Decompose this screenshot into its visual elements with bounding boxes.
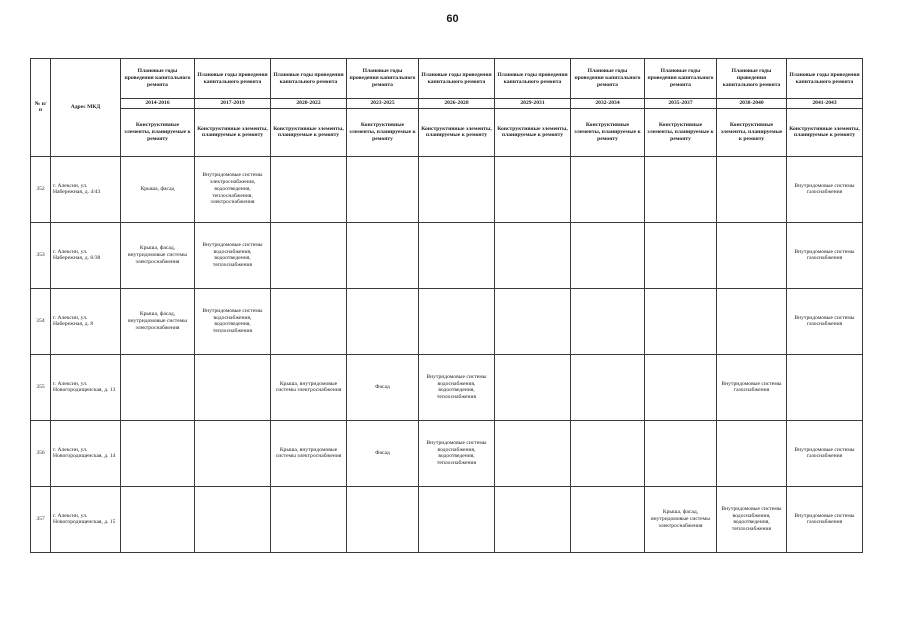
period-elements: Конструктивные элементы, планируемые к ремонту <box>571 108 645 156</box>
row-cell: Внутридомовые системы газоснабжения <box>717 354 787 420</box>
period-elements: Конструктивные элементы, планируемые к ремонту <box>645 108 717 156</box>
capital-repair-schedule-table <box>30 58 863 553</box>
row-cell: Крыша, внутридомовые системы электроснабжения <box>271 420 347 486</box>
row-cell <box>347 486 419 552</box>
period-years: 2023-2025 <box>347 99 419 109</box>
row-cell <box>645 222 717 288</box>
row-cell <box>495 156 571 222</box>
period-years: 2014-2016 <box>121 99 195 109</box>
period-title: Плановые годы проведения капитального ремонта <box>717 59 787 99</box>
period-years: 2020-2022 <box>271 99 347 109</box>
row-address: г. Алексин, ул. Новогородищенская, д. 14 <box>51 420 121 486</box>
period-elements: Конструктивные элементы, планируемые к ремонту <box>495 108 571 156</box>
page-number: 60 <box>446 13 459 25</box>
row-cell <box>271 288 347 354</box>
row-cell <box>495 420 571 486</box>
header-row-title <box>31 59 863 99</box>
period-title: Плановые годы проведения капитального ремонта <box>271 59 347 99</box>
row-address: г. Алексин, ул. Набережная, д. 8 <box>51 288 121 354</box>
row-cell <box>195 420 271 486</box>
row-cell <box>787 354 863 420</box>
row-cell <box>121 486 195 552</box>
row-cell <box>271 156 347 222</box>
period-years: 2029-2031 <box>495 99 571 109</box>
period-title: Плановые годы проведения капитального ремонта <box>571 59 645 99</box>
table-header <box>31 59 863 157</box>
period-title: Плановые годы проведения капитального ремонта <box>495 59 571 99</box>
row-cell <box>195 486 271 552</box>
row-cell: Внутридомовые системы электроснабжения, водоотведения, теплоснабжения, электроснабжения <box>195 156 271 222</box>
row-cell <box>121 420 195 486</box>
header-row-years <box>31 99 863 109</box>
row-cell <box>645 354 717 420</box>
row-cell: Крыша, фасад <box>121 156 195 222</box>
period-elements: Конструктивные элементы, планируемые к ремонту <box>195 108 271 156</box>
period-title: Плановые годы проведения капитального ремонта <box>121 59 195 99</box>
row-number: 355 <box>31 354 51 420</box>
row-cell <box>419 222 495 288</box>
row-address: г. Алексин, ул. Набережная, д. 4/43 <box>51 156 121 222</box>
period-elements: Конструктивные элементы, планируемые к ремонту <box>717 108 787 156</box>
row-number: 353 <box>31 222 51 288</box>
period-title: Плановые годы проведения капитального ремонта <box>195 59 271 99</box>
table-row <box>31 222 863 288</box>
row-cell: Фасад <box>347 420 419 486</box>
table-row <box>31 354 863 420</box>
row-cell: Внутридомовые системы газоснабжения <box>787 486 863 552</box>
row-cell <box>717 156 787 222</box>
table-row <box>31 156 863 222</box>
period-title: Плановые годы проведения капитального ремонта <box>347 59 419 99</box>
row-cell <box>419 486 495 552</box>
row-cell: Внутридомовые системы водоснабжения, водоотведения, теплоснабжения <box>419 420 495 486</box>
address-header: Адрес МКД <box>51 59 121 157</box>
row-cell: Крыша, фасад, внутридомовые системы электроснабжения <box>121 288 195 354</box>
table-body <box>31 156 863 552</box>
period-years: 2032-2034 <box>571 99 645 109</box>
row-cell: Крыша, фасад, внутридомовые системы электроснабжения <box>645 486 717 552</box>
row-cell: Крыша, фасад, внутридомовые системы электроснабжения <box>121 222 195 288</box>
row-number: 356 <box>31 420 51 486</box>
row-number: 357 <box>31 486 51 552</box>
row-cell <box>195 354 271 420</box>
num-header: № п/п <box>31 59 51 157</box>
row-cell <box>121 354 195 420</box>
row-cell <box>347 222 419 288</box>
row-cell <box>645 156 717 222</box>
row-cell: Внутридомовые системы газоснабжения <box>787 222 863 288</box>
row-cell <box>571 354 645 420</box>
header-row-elements <box>31 108 863 156</box>
row-cell: Крыша, внутридомовые системы электроснабжения <box>271 354 347 420</box>
row-cell: Внутридомовые системы водоснабжения, водоотведения, теплоснабжения <box>717 486 787 552</box>
period-years: 2017-2019 <box>195 99 271 109</box>
table-row <box>31 288 863 354</box>
row-number: 352 <box>31 156 51 222</box>
row-address: г. Алексин, ул. Новогородищенская, д. 13 <box>51 354 121 420</box>
row-cell <box>571 156 645 222</box>
row-address: г. Алексин, ул. Набережная, д. 6/38 <box>51 222 121 288</box>
row-cell <box>419 288 495 354</box>
period-title: Плановые годы проведения капитального ремонта <box>787 59 863 99</box>
row-cell <box>495 354 571 420</box>
table-row <box>31 420 863 486</box>
table-row <box>31 486 863 552</box>
period-elements: Конструктивные элементы, планируемые к ремонту <box>419 108 495 156</box>
row-cell <box>347 156 419 222</box>
row-cell <box>645 420 717 486</box>
row-cell <box>645 288 717 354</box>
period-title: Плановые годы проведения капитального ремонта <box>645 59 717 99</box>
row-address: г. Алексин, ул. Новогородищенская, д. 15 <box>51 486 121 552</box>
row-cell <box>717 288 787 354</box>
row-cell <box>495 486 571 552</box>
row-cell: Внутридомовые системы водоснабжения, водоотведения, теплоснабжения <box>195 288 271 354</box>
period-years: 2035-2037 <box>645 99 717 109</box>
row-cell: Внутридомовые системы водоснабжения, водоотведения, теплоснабжения <box>419 354 495 420</box>
row-number: 354 <box>31 288 51 354</box>
row-cell <box>571 420 645 486</box>
period-elements: Конструктивные элементы, планируемые к ремонту <box>787 108 863 156</box>
row-cell: Внутридомовые системы газоснабжения <box>787 288 863 354</box>
row-cell <box>571 222 645 288</box>
row-cell <box>347 288 419 354</box>
row-cell <box>495 222 571 288</box>
row-cell <box>571 486 645 552</box>
period-years: 2041-2043 <box>787 99 863 109</box>
row-cell <box>717 420 787 486</box>
period-elements: Конструктивные элементы, планируемые к ремонту <box>347 108 419 156</box>
period-years: 2038-2040 <box>717 99 787 109</box>
period-years: 2026-2028 <box>419 99 495 109</box>
row-cell: Внутридомовые системы водоснабжения, водоотведения, теплоснабжения <box>195 222 271 288</box>
period-title: Плановые годы проведения капитального ремонта <box>419 59 495 99</box>
row-cell <box>271 486 347 552</box>
row-cell <box>419 156 495 222</box>
row-cell: Внутридомовые системы газоснабжения <box>787 420 863 486</box>
row-cell <box>717 222 787 288</box>
row-cell <box>495 288 571 354</box>
row-cell <box>571 288 645 354</box>
row-cell <box>271 222 347 288</box>
period-elements: Конструктивные элементы, планируемые к ремонту <box>121 108 195 156</box>
row-cell: Фасад <box>347 354 419 420</box>
row-cell: Внутридомовые системы газоснабжения <box>787 156 863 222</box>
period-elements: Конструктивные элементы, планируемые к ремонту <box>271 108 347 156</box>
